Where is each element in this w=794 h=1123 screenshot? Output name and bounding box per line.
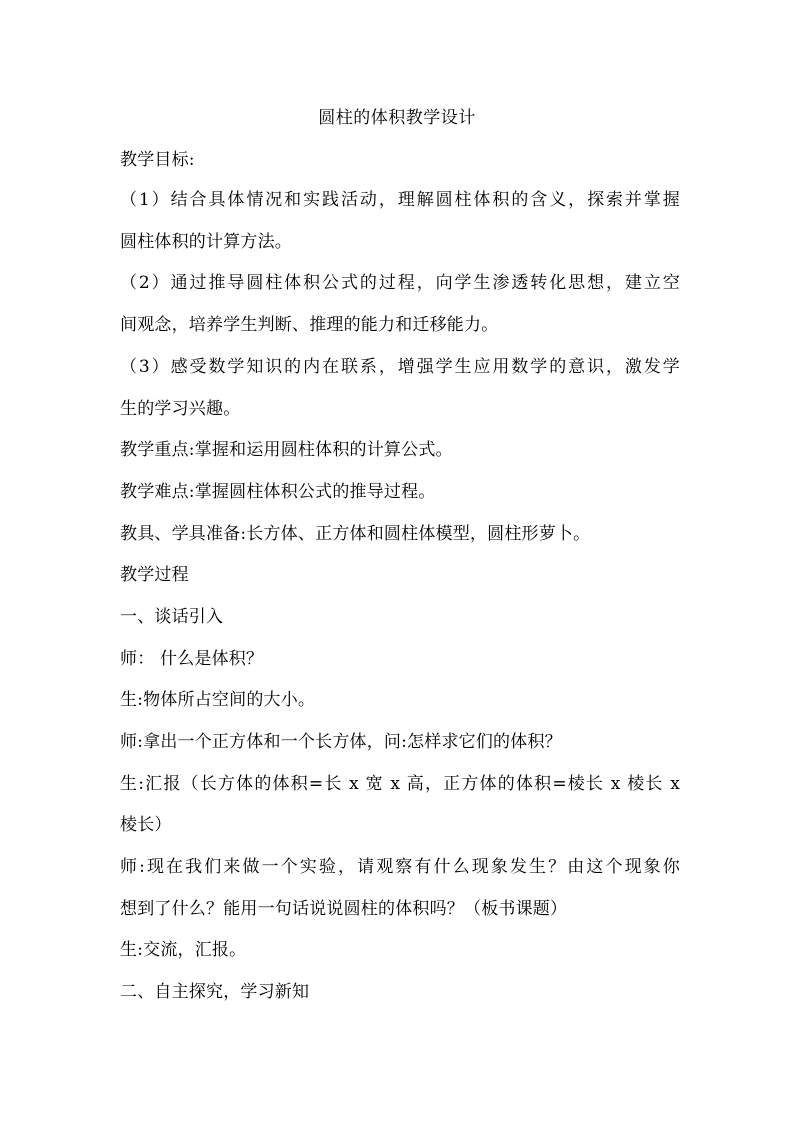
objectives-heading: 教学目标: [120,150,195,170]
objective-3-line-1: （3）感受数学知识的内在联系，增强学生应用数学的意识，激发学 [120,357,680,377]
teaching-materials: 教具、学具准备:长方体、正方体和圆柱体模型，圆柱形萝卜。 [120,524,591,544]
dialogue-line: 想到了什么？能用一句话说说圆柱的体积吗？（板书课题） [120,899,568,919]
dialogue-line: 师： 什么是体积？ [120,649,264,669]
objective-1-line-1: （1）结合具体情况和实践活动，理解圆柱体积的含义，探索并掌握 [120,190,680,210]
key-points: 教学重点:掌握和运用圆柱体积的计算公式。 [120,440,453,460]
dialogue-line: 师:拿出一个正方体和一个长方体，问:怎样求它们的体积？ [120,732,562,752]
section-2-heading: 二、自主探究，学习新知 [120,982,310,1002]
document-title: 圆柱的体积教学设计 [318,108,476,128]
objective-2-line-1: （2）通过推导圆柱体积公式的过程，向学生渗透转化思想，建立空 [120,273,680,293]
section-1-heading: 一、谈话引入 [120,607,224,627]
difficult-points: 教学难点:掌握圆柱体积公式的推导过程。 [120,482,436,502]
objective-2-line-2: 间观念，培养学生判断、推理的能力和迁移能力。 [120,315,499,335]
objective-1-line-2: 圆柱体积的计算方法。 [120,232,292,252]
dialogue-line: 棱长） [120,815,172,835]
process-heading: 教学过程 [120,565,189,585]
dialogue-line: 师:现在我们来做一个实验，请观察有什么现象发生？由这个现象你 [120,857,680,877]
dialogue-line: 生:交流，汇报。 [120,940,247,960]
dialogue-line: 生:汇报（长方体的体积=长 x 宽 x 高，正方体的体积=棱长 x 棱长 x [120,774,680,794]
objective-3-line-2: 生的学习兴趣。 [120,399,241,419]
dialogue-line: 生:物体所占空间的大小。 [120,690,316,710]
